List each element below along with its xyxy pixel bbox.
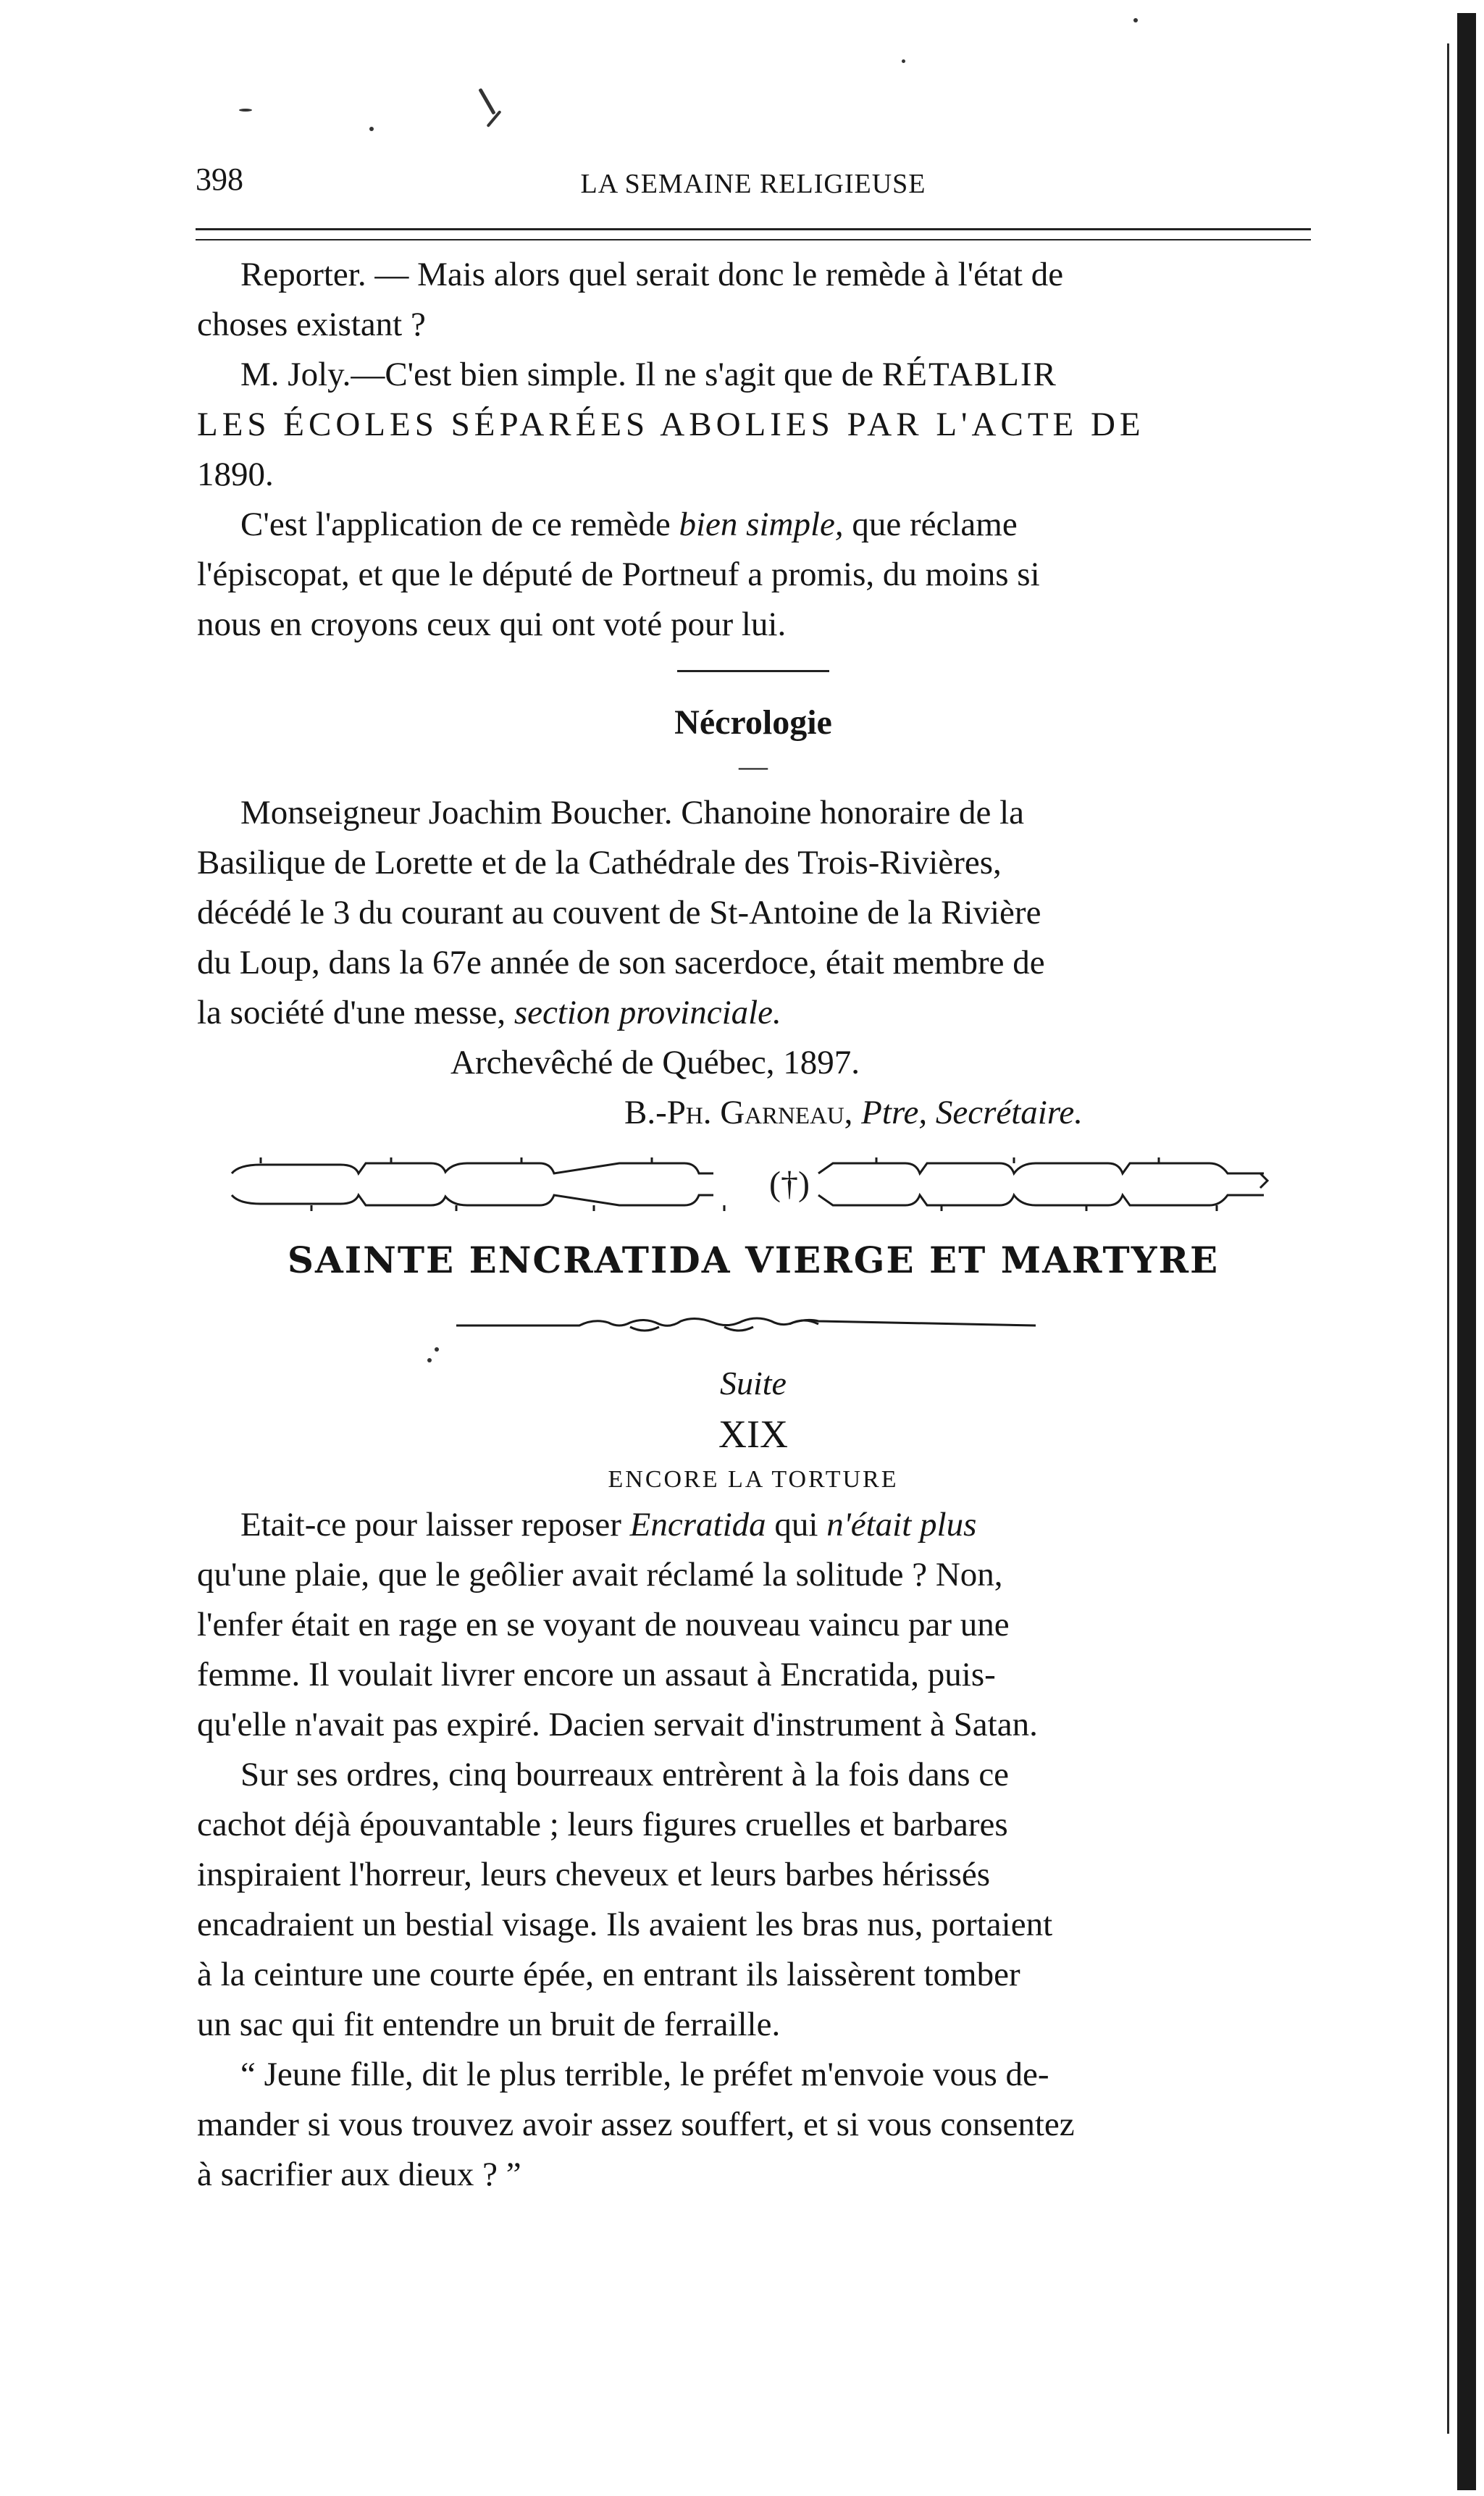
story-chapter-subtitle: ENCORE LA TORTURE <box>608 1466 899 1493</box>
story-paragraph-line: “ Jeune fille, dit le plus terrible, le préfet m'envoie vous de- <box>240 2056 1049 2093</box>
necrology-heading: Nécrologie <box>674 703 832 742</box>
necrology-line: la société d'une messe, section provinciale. <box>197 994 781 1031</box>
story-suite: Suite <box>720 1365 787 1402</box>
necrology-line: décédé le 3 du courant au couvent de St-Antoine de la Rivière <box>197 894 1041 931</box>
header-double-rule <box>196 228 1311 240</box>
story-paragraph-line: Etait-ce pour laisser reposer Encratida qui n'était plus <box>240 1506 977 1544</box>
story-paragraph-line: cachot déjà épouvantable ; leurs figures cruelles et barbares <box>197 1806 1008 1843</box>
title-flourish <box>449 1311 1043 1340</box>
necrology-line: du Loup, dans la 67e année de son sacerdoce, était membre de <box>197 944 1045 981</box>
story-body <box>197 1358 1309 2200</box>
necrology-place-date: Archevêché de Québec, 1897. <box>450 1044 860 1081</box>
story-paragraph-line: inspiraient l'horreur, leurs cheveux et leurs barbes hérissés <box>197 1856 991 1893</box>
interview-line: choses existant ? <box>197 306 426 343</box>
necrology-dash: — <box>739 750 768 782</box>
story-section <box>197 1235 1309 1286</box>
scan-speck <box>369 127 374 131</box>
cross-glyph: (†) <box>769 1165 810 1203</box>
story-paragraph-line: encadraient un bestial visage. Ils avaient les bras nus, portaient <box>197 1906 1053 1943</box>
story-paragraph-line: mander si vous trouvez avoir assez souffert, et si vous consentez <box>197 2106 1075 2143</box>
necrology-line: Monseigneur Joachim Boucher. Chanoine honoraire de la <box>240 794 1025 832</box>
scan-speck <box>478 88 495 114</box>
ornamental-divider <box>217 1144 1304 1224</box>
running-title: LA SEMAINE RELIGIEUSE <box>580 169 926 199</box>
page-number: 398 <box>196 162 243 197</box>
interview-line: 1890. <box>197 456 274 493</box>
story-paragraph-line: un sac qui fit entendre un bruit de ferraille. <box>197 2006 781 2043</box>
necrology-section <box>197 695 1309 1138</box>
story-paragraph-line: qu'elle n'avait pas expiré. Dacien servait d'instrument à Satan. <box>197 1706 1038 1743</box>
interview-block <box>197 250 1309 650</box>
remedy-paragraph: C'est l'application de ce remède bien simple, que réclame <box>240 506 1018 543</box>
remedy-paragraph-line: l'épiscopat, et que le député de Portneuf a promis, du moins si <box>197 556 1040 593</box>
interview-line: M. Joly.—C'est bien simple. Il ne s'agit que de RÉTABLIR <box>240 356 1057 393</box>
story-paragraph-line: femme. Il voulait livrer encore un assaut à Encratida, puis- <box>197 1656 996 1693</box>
story-paragraph-line: qu'une plaie, que le geôlier avait réclamé la solitude ? Non, <box>197 1556 1003 1593</box>
story-chapter-number: XIX <box>718 1412 788 1456</box>
remedy-paragraph-line: nous en croyons ceux qui ont voté pour lui. <box>197 606 787 643</box>
necrology-line: Basilique de Lorette et de la Cathédrale des Trois-Rivières, <box>197 844 1002 881</box>
story-paragraph-line: l'enfer était en rage en se voyant de nouveau vaincu par une <box>197 1606 1010 1643</box>
page-edge-shadow <box>1457 13 1476 2490</box>
scan-speck <box>239 109 252 112</box>
story-paragraph-line: à la ceinture une courte épée, en entrant ils laissèrent tomber <box>197 1956 1020 1993</box>
story-title: SAINTE ENCRATIDA VIERGE ET MARTYRE <box>287 1239 1220 1281</box>
scan-speck <box>1133 18 1138 22</box>
story-paragraph-line: Sur ses ordres, cinq bourreaux entrèrent à la fois dans ce <box>240 1756 1010 1793</box>
scan-speck <box>435 1347 439 1352</box>
page-edge-line <box>1447 43 1449 2434</box>
story-paragraph-line: à sacrifier aux dieux ? ” <box>197 2156 521 2193</box>
interview-line: Reporter. — Mais alors quel serait donc le remède à l'état de <box>240 256 1064 293</box>
page-header <box>196 161 1311 212</box>
necrology-signature: B.-Ph. Garneau, Ptre, Secrétaire. <box>624 1094 1083 1131</box>
scan-speck <box>902 59 905 63</box>
interview-line: LES ÉCOLES SÉPARÉES ABOLIES PAR L'ACTE DE <box>197 406 1145 443</box>
section-rule <box>677 670 829 672</box>
